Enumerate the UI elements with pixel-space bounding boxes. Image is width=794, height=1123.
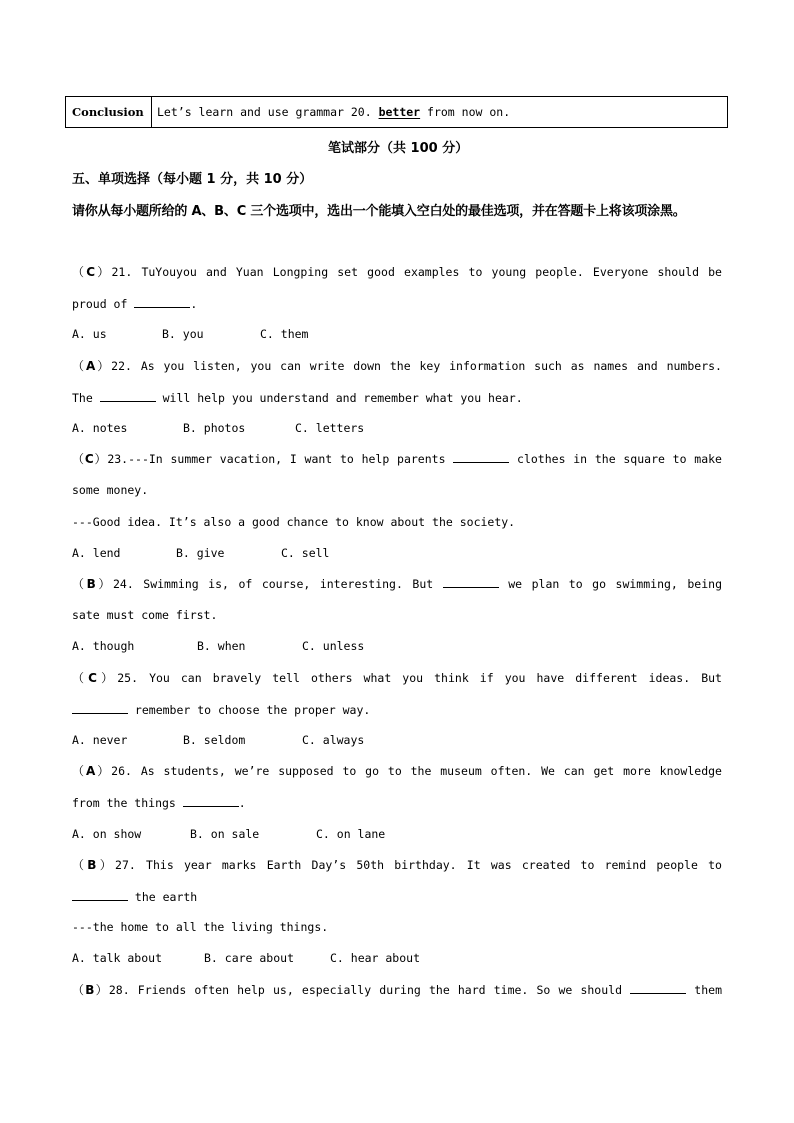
- question-27-line-2: the earth: [72, 889, 722, 904]
- option-a: A. notes: [72, 421, 128, 435]
- option-c: C. sell: [281, 546, 330, 560]
- conclusion-table: [65, 96, 728, 128]
- option-a: A. on show: [72, 827, 142, 841]
- option-b: B. give: [176, 546, 225, 560]
- question-number: 23.: [107, 452, 129, 466]
- answer-mark: （B）: [72, 858, 116, 872]
- question-26-line-2: from the things .: [72, 796, 246, 810]
- option-b: B. care about: [204, 951, 295, 965]
- option-c: C. letters: [295, 421, 365, 435]
- option-c: C. them: [260, 327, 309, 341]
- option-a: A. lend: [72, 546, 121, 560]
- answer-blank: [100, 390, 156, 402]
- question-22-options: [72, 421, 722, 435]
- answer-mark: （A）: [72, 764, 112, 778]
- option-a: A. us: [72, 327, 107, 341]
- question-24-line-2: sate must come first.: [72, 608, 218, 622]
- conclusion-text: [152, 97, 727, 127]
- question-number: 22.: [111, 359, 132, 373]
- answer-blank: [630, 982, 686, 994]
- question-number: 26.: [111, 764, 132, 778]
- question-21-options: [72, 327, 722, 341]
- question-28-line-1: （B）28. Friends often help us, especially during the hard time. So we should them: [72, 983, 722, 997]
- question-23-line-1: （C）23.---In summer vacation, I want to help parents clothes in the square to make: [72, 452, 722, 466]
- question-27-options: [72, 951, 722, 965]
- question-25-line-2: remember to choose the proper way.: [72, 702, 722, 717]
- question-number: 24.: [112, 577, 134, 591]
- instructions: 请你从每小题所给的 A、B、C 三个选项中，选出一个能填入空白处的最佳选项，并在答题卡上将该项涂黑。: [72, 204, 686, 219]
- question-26-line-1: [72, 762, 722, 779]
- answer-mark: （B）: [72, 577, 113, 591]
- question-24-options: [72, 639, 722, 653]
- section-title: 笔试部分（共 100 分）: [328, 141, 469, 156]
- answer-mark: （C）: [72, 452, 108, 466]
- question-22-line-1: [72, 357, 722, 374]
- question-text: You can bravely tell others what you think if you have different ideas. But: [149, 671, 722, 685]
- question-number: 27.: [115, 858, 136, 872]
- question-text: As you listen, you can write down the key information such as names and numbers.: [140, 359, 722, 373]
- question-text: TuYouyou and Yuan Longping set good examples to young people. Everyone should be: [141, 265, 722, 279]
- conclusion-text-after: from now on.: [420, 105, 511, 119]
- question-23-options: [72, 546, 722, 560]
- answer-mark: （A）: [72, 359, 112, 373]
- answer-mark: （C）: [72, 265, 112, 279]
- conclusion-answer: better: [378, 105, 421, 119]
- answer-blank: [443, 576, 499, 588]
- question-24-line-1: （B）24. Swimming is, of course, interesting. But we plan to go swimming, being: [72, 577, 722, 591]
- option-a: A. though: [72, 639, 135, 653]
- question-text: Friends often help us, especially during the hard time. So we should: [137, 983, 631, 997]
- option-b: B. you: [162, 327, 204, 341]
- question-text: ---In summer vacation, I want to help parents: [128, 452, 454, 466]
- answer-blank: [183, 795, 239, 807]
- option-b: B. on sale: [190, 827, 260, 841]
- option-b: B. seldom: [183, 733, 246, 747]
- question-number: 21.: [111, 265, 133, 279]
- question-text: As students, we’re supposed to go to the museum often. We can get more knowledge: [140, 764, 722, 778]
- answer-mark: （B）: [72, 983, 109, 997]
- option-c: C. always: [302, 733, 365, 747]
- question-25-options: [72, 733, 722, 747]
- question-22-line-2: The will help you understand and remember what you hear.: [72, 391, 523, 405]
- answer-blank: [453, 451, 509, 463]
- conclusion-text-before: Let’s learn and use grammar 20.: [157, 105, 379, 119]
- conclusion-label: Conclusion: [66, 97, 152, 127]
- answer-mark: （C）: [72, 671, 118, 685]
- answer-blank: [134, 296, 190, 308]
- answer-blank: [72, 889, 128, 901]
- question-number: 25.: [117, 671, 138, 685]
- question-27-line-1: [72, 856, 722, 873]
- option-a: A. never: [72, 733, 128, 747]
- question-26-options: [72, 827, 722, 841]
- option-c: C. on lane: [316, 827, 386, 841]
- question-21-line-2: proud of .: [72, 297, 198, 311]
- question-number: 28.: [108, 983, 130, 997]
- answer-blank: [72, 702, 128, 714]
- question-23-line-2: some money.: [72, 483, 149, 497]
- option-c: C. unless: [302, 639, 365, 653]
- option-c: C. hear about: [330, 951, 421, 965]
- question-25-line-1: [72, 669, 722, 686]
- part-title: 五、单项选择（每小题 1 分，共 10 分）: [72, 172, 313, 187]
- question-text: This year marks Earth Day’s 50th birthday. It was created to remind people to: [146, 858, 722, 872]
- option-a: A. talk about: [72, 951, 163, 965]
- question-text: Swimming is, of course, interesting. But: [143, 577, 443, 591]
- option-b: B. photos: [183, 421, 246, 435]
- option-b: B. when: [197, 639, 246, 653]
- question-23-line-3: ---Good idea. It’s also a good chance to know about the society.: [72, 515, 516, 529]
- question-27-line-3: ---the home to all the living things.: [72, 920, 329, 934]
- question-21-line-1: [72, 263, 722, 280]
